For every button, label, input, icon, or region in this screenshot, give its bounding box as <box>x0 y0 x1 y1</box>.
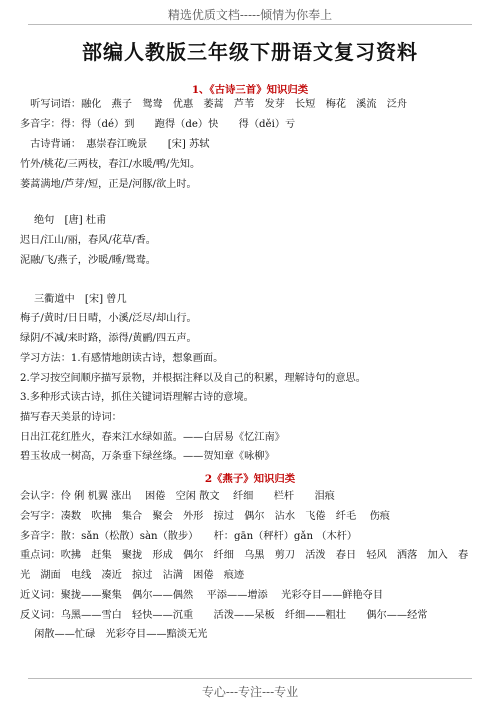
text-line: 碧玉妆成一树高，万条垂下绿丝绦。——贺知章《咏柳》 <box>20 451 275 462</box>
text-line: 三衢道中 [宋] 曾几 <box>34 294 127 305</box>
section-heading-poems: 1、《古诗三首》知识归类 <box>191 84 309 96</box>
text-line: 迟日/江山/丽，春风/花草/香。 <box>20 235 156 246</box>
text-line: 多音字：散：sǎn（松散）sàn（散步） 杆：gān（秤杆）gǎn （木杆） <box>20 531 358 542</box>
page-footer: 专心---专注---专业 <box>201 685 299 699</box>
footer-rule <box>28 678 472 679</box>
text-line: 古诗背诵： 惠崇春江晚景 [宋] 苏轼 <box>20 139 210 150</box>
text-line: 听写词语：融化 燕子 鸳鸯 优惠 萎蒿 芦苇 发芽 长短 梅花 溪流 泛舟 <box>20 99 408 110</box>
page-header: 精选优质文档-----倾情为你奉上 <box>167 8 333 22</box>
document-title: 部编人教版三年级下册语文复习资料 <box>82 40 418 64</box>
text-line: 多音字：得：得（dé）到 跑得（de）快 得（děi）亏 <box>20 119 296 130</box>
text-line: 绝句 [唐] 杜甫 <box>34 215 107 226</box>
text-line: 3.多种形式读古诗，抓住关键词语理解古诗的意境。 <box>20 392 254 403</box>
text-line: 光 湖面 电线 凑近 掠过 沾满 困倦 痕迹 <box>20 570 245 581</box>
text-line: 2.学习按空间顺序描写景物，并根据注释以及自己的积累，理解诗句的意思。 <box>20 373 366 384</box>
text-line: 学习方法：1.有感情地朗读古诗，想象画面。 <box>20 353 224 364</box>
text-line: 反义词：乌黑——雪白 轻快——沉重 活泼——呆板 纤细——粗壮 偶尔——经常 <box>20 610 428 621</box>
text-line: 竹外/桃花/三两枝，春江/水暖/鸭/先知。 <box>20 159 201 170</box>
header-rule <box>28 24 472 25</box>
text-line: 会认字：伶 俐 机翼 涨出 困倦 空闲 散文 纤细 栏杆 泪痕 <box>20 491 335 502</box>
text-line: 梅子/黄时/日日晴，小溪/泛尽/却山行。 <box>20 313 197 324</box>
text-line: 会写字：凑数 吹拂 集合 聚会 外形 掠过 偶尔 沾水 飞倦 纤毛 伤痕 <box>20 511 390 522</box>
text-line: 蒌蒿满地/芦芽/短，正是/河豚/欲上时。 <box>20 179 197 190</box>
text-line: 闲散——忙碌 光彩夺目——黯淡无光 <box>24 629 208 640</box>
text-line: 近义词：聚拢——聚集 偶尔——偶然 平添——增添 光彩夺目——鲜艳夺目 <box>20 590 384 601</box>
text-line: 描写春天美景的诗词： <box>20 412 122 423</box>
text-line: 重点词：吹拂 赶集 聚拢 形成 偶尔 纤细 乌黑 剪刀 活泼 春日 轻风 洒落 加入 春 <box>20 550 469 561</box>
text-line: 绿阴/不减/来时路，添得/黄鹂/四五声。 <box>20 333 197 344</box>
text-line: 日出江花红胜火，春来江水绿如蓝。——白居易《忆江南》 <box>20 432 285 443</box>
section-heading-swallow: 2《燕子》知识归类 <box>204 473 296 485</box>
text-line: 泥融/飞/燕子，沙暖/睡/鸳鸯。 <box>20 255 156 266</box>
